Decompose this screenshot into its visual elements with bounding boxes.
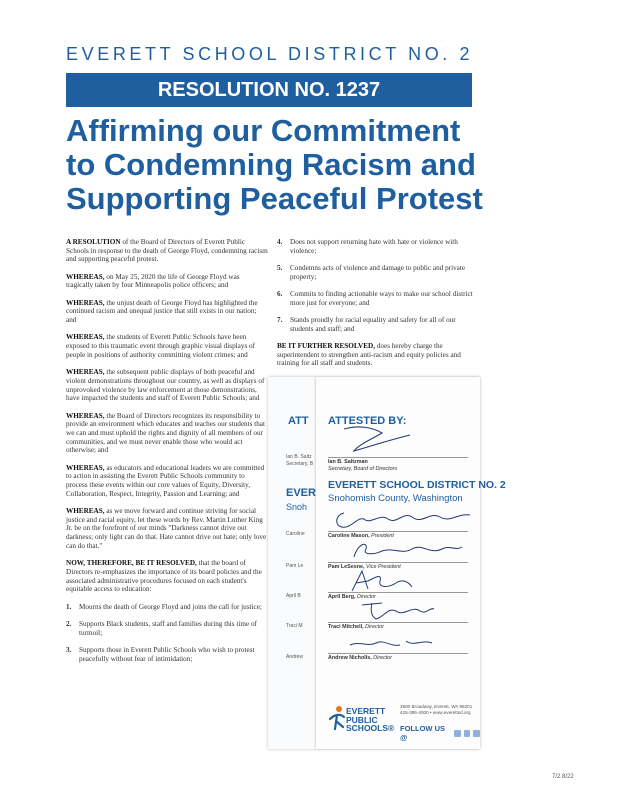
behind-text: April B	[286, 593, 301, 599]
title-line-2: to Condemning Racism and	[66, 147, 476, 182]
paragraph: WHEREAS, the subsequent public displays of both peaceful and violent demonstrations throughout our country, as well as displays of unprovoked violence by law enforcement at those demonstrations, have impacted the students and staff of Everett Public Schools; and	[66, 368, 265, 403]
twitter-icon[interactable]	[464, 730, 471, 737]
resolution-list	[66, 603, 268, 664]
district-logo	[328, 703, 398, 743]
director-signature-label: Pam LeSesne, Vice President	[328, 564, 401, 570]
signature-director-mitchell	[358, 597, 438, 623]
left-column	[66, 238, 268, 672]
list-item: 6. Commits to finding actionable ways to make our school district more just for everyone; and	[277, 290, 473, 307]
list-item: 7. Stands proudly for racial equality and safety for all of our students and staff; and	[277, 316, 456, 333]
district-name-seal: EVERETT SCHOOL DISTRICT NO. 2	[328, 479, 506, 491]
follow-us: FOLLOW US @	[400, 724, 480, 742]
paragraph: A RESOLUTION of the Board of Directors of Everett Public Schools in response to the death of George Floyd, condemning racism and supporting peaceful protest.	[66, 238, 268, 264]
paragraph: WHEREAS, as educators and educational leaders we are committed to action in assisting the Everett Public Schools community to process these events within our core values of Equity, Diversity, Collaboration, Respect, Integrity, Passion and Learning; and	[66, 463, 265, 498]
signature-secretary	[338, 421, 418, 457]
director-signature-label: Traci Mitchell, Director	[328, 624, 385, 630]
signature-page	[316, 377, 506, 749]
list-item: 5. Condemns acts of violence and damage to public and private property;	[277, 264, 466, 281]
behind-text: Ian B. Saltz	[286, 454, 312, 460]
director-signature-label: April Berg, Director	[328, 594, 376, 600]
behind-text: Traci M	[286, 623, 303, 629]
paragraph: WHEREAS, on May 25, 2020 the life of George Floyd was tragically taken by four Minneapolis police officers; and	[66, 272, 240, 290]
title-line-1: Affirming our Commitment	[66, 113, 461, 148]
runner-icon	[328, 705, 346, 731]
instagram-icon[interactable]	[473, 730, 480, 737]
resolution-number: RESOLUTION NO. 1237	[66, 73, 472, 107]
list-item: 2. Supports Black students, staff and families during this time of turmoil;	[66, 619, 257, 637]
behind-text: Andrew	[286, 654, 303, 660]
signature-vice-president	[346, 537, 466, 563]
resolution-title	[66, 114, 486, 216]
signature-director-nicholls	[346, 633, 436, 653]
behind-county: Snoh	[286, 502, 308, 512]
paragraph: WHEREAS, the unjust death of George Floyd has highlighted the continued racism and unequal justice that still exists in our nation; and	[66, 298, 258, 325]
signature-line	[328, 531, 468, 532]
director-signature-label: Andrew Nicholls, Director	[328, 655, 393, 661]
contact-info	[400, 704, 472, 715]
behind-text: Secretary, B	[286, 461, 314, 467]
behind-district: EVER	[286, 487, 316, 499]
paragraph: WHEREAS, the Board of Directors recognizes its responsibility to provide an environment which educates and teaches our students that we can and must uphold the rights and dignity of all members of our communities, and we must never enable those who would act otherwise; and	[66, 411, 265, 455]
behind-attested-heading: ATT	[288, 415, 309, 427]
attested-heading: ATTESTED BY:	[328, 415, 407, 427]
county-name: Snohomish County, Washington	[328, 493, 463, 504]
signature-line	[328, 592, 468, 593]
signature-line	[328, 457, 468, 458]
title-line-3: Supporting Peaceful Protest	[66, 181, 483, 216]
district-name: EVERETT SCHOOL DISTRICT NO. 2	[66, 44, 474, 64]
signature-panel	[268, 377, 506, 749]
paragraph: WHEREAS, the students of Everett Public Schools have been exposed to this traumatic event through graphic visual displays of people in positions of authority committing violent crimes; and	[66, 333, 256, 359]
signature-director-berg	[346, 567, 416, 595]
date-stamp: 7/2 8/22	[552, 774, 574, 780]
paragraph: BE IT FURTHER RESOLVED, does hereby charge the superintendent to strengthen anti-racism and equity policies and training for all staff and students.	[277, 342, 461, 368]
secretary-role: Secretary, Board of Directors	[328, 466, 398, 472]
list-item: 4. Does not support returning hate with hate or violence with violence;	[277, 238, 458, 255]
list-item: 3. Supports those in Everett Public Schools who wish to protest peacefully without fear of intimidation;	[66, 645, 255, 663]
director-signature-label: Caroline Mason, President	[328, 533, 394, 539]
signature-line	[328, 622, 468, 623]
list-item: 1. Mourns the death of George Floyd and joins the call for justice;	[66, 602, 262, 611]
address: 3900 Broadway, Everett, WA 98201	[400, 704, 473, 709]
behind-text: Pam Le	[286, 563, 304, 569]
facebook-icon[interactable]	[454, 730, 461, 737]
phone-web: 425-385-4000 • www.everettsd.org	[400, 709, 471, 715]
resolution-list	[277, 238, 477, 333]
paragraph: WHEREAS, as we move forward and continue striving for social justice and racial equity, let these words by Rev. Martin Luther King Jr. be on the forefront of our minds "Darkness cannot drive out darkness; only light can do that. Hate cannot drive out hate; only love can do that."	[66, 507, 267, 550]
behind-text: Caroline	[286, 531, 305, 537]
paragraph: NOW, THEREFORE, BE IT RESOLVED, that the board of Directors re-emphasizes the importance of its board policies and the associated administrative procedures focused on each student's equitable access to education:	[66, 559, 262, 594]
signature-line	[328, 653, 468, 654]
signature-line	[328, 562, 468, 563]
secretary-name: Ian B. Saltzman	[328, 459, 368, 465]
logo-text: EVERETT PUBLIC SCHOOLS®	[346, 706, 395, 733]
